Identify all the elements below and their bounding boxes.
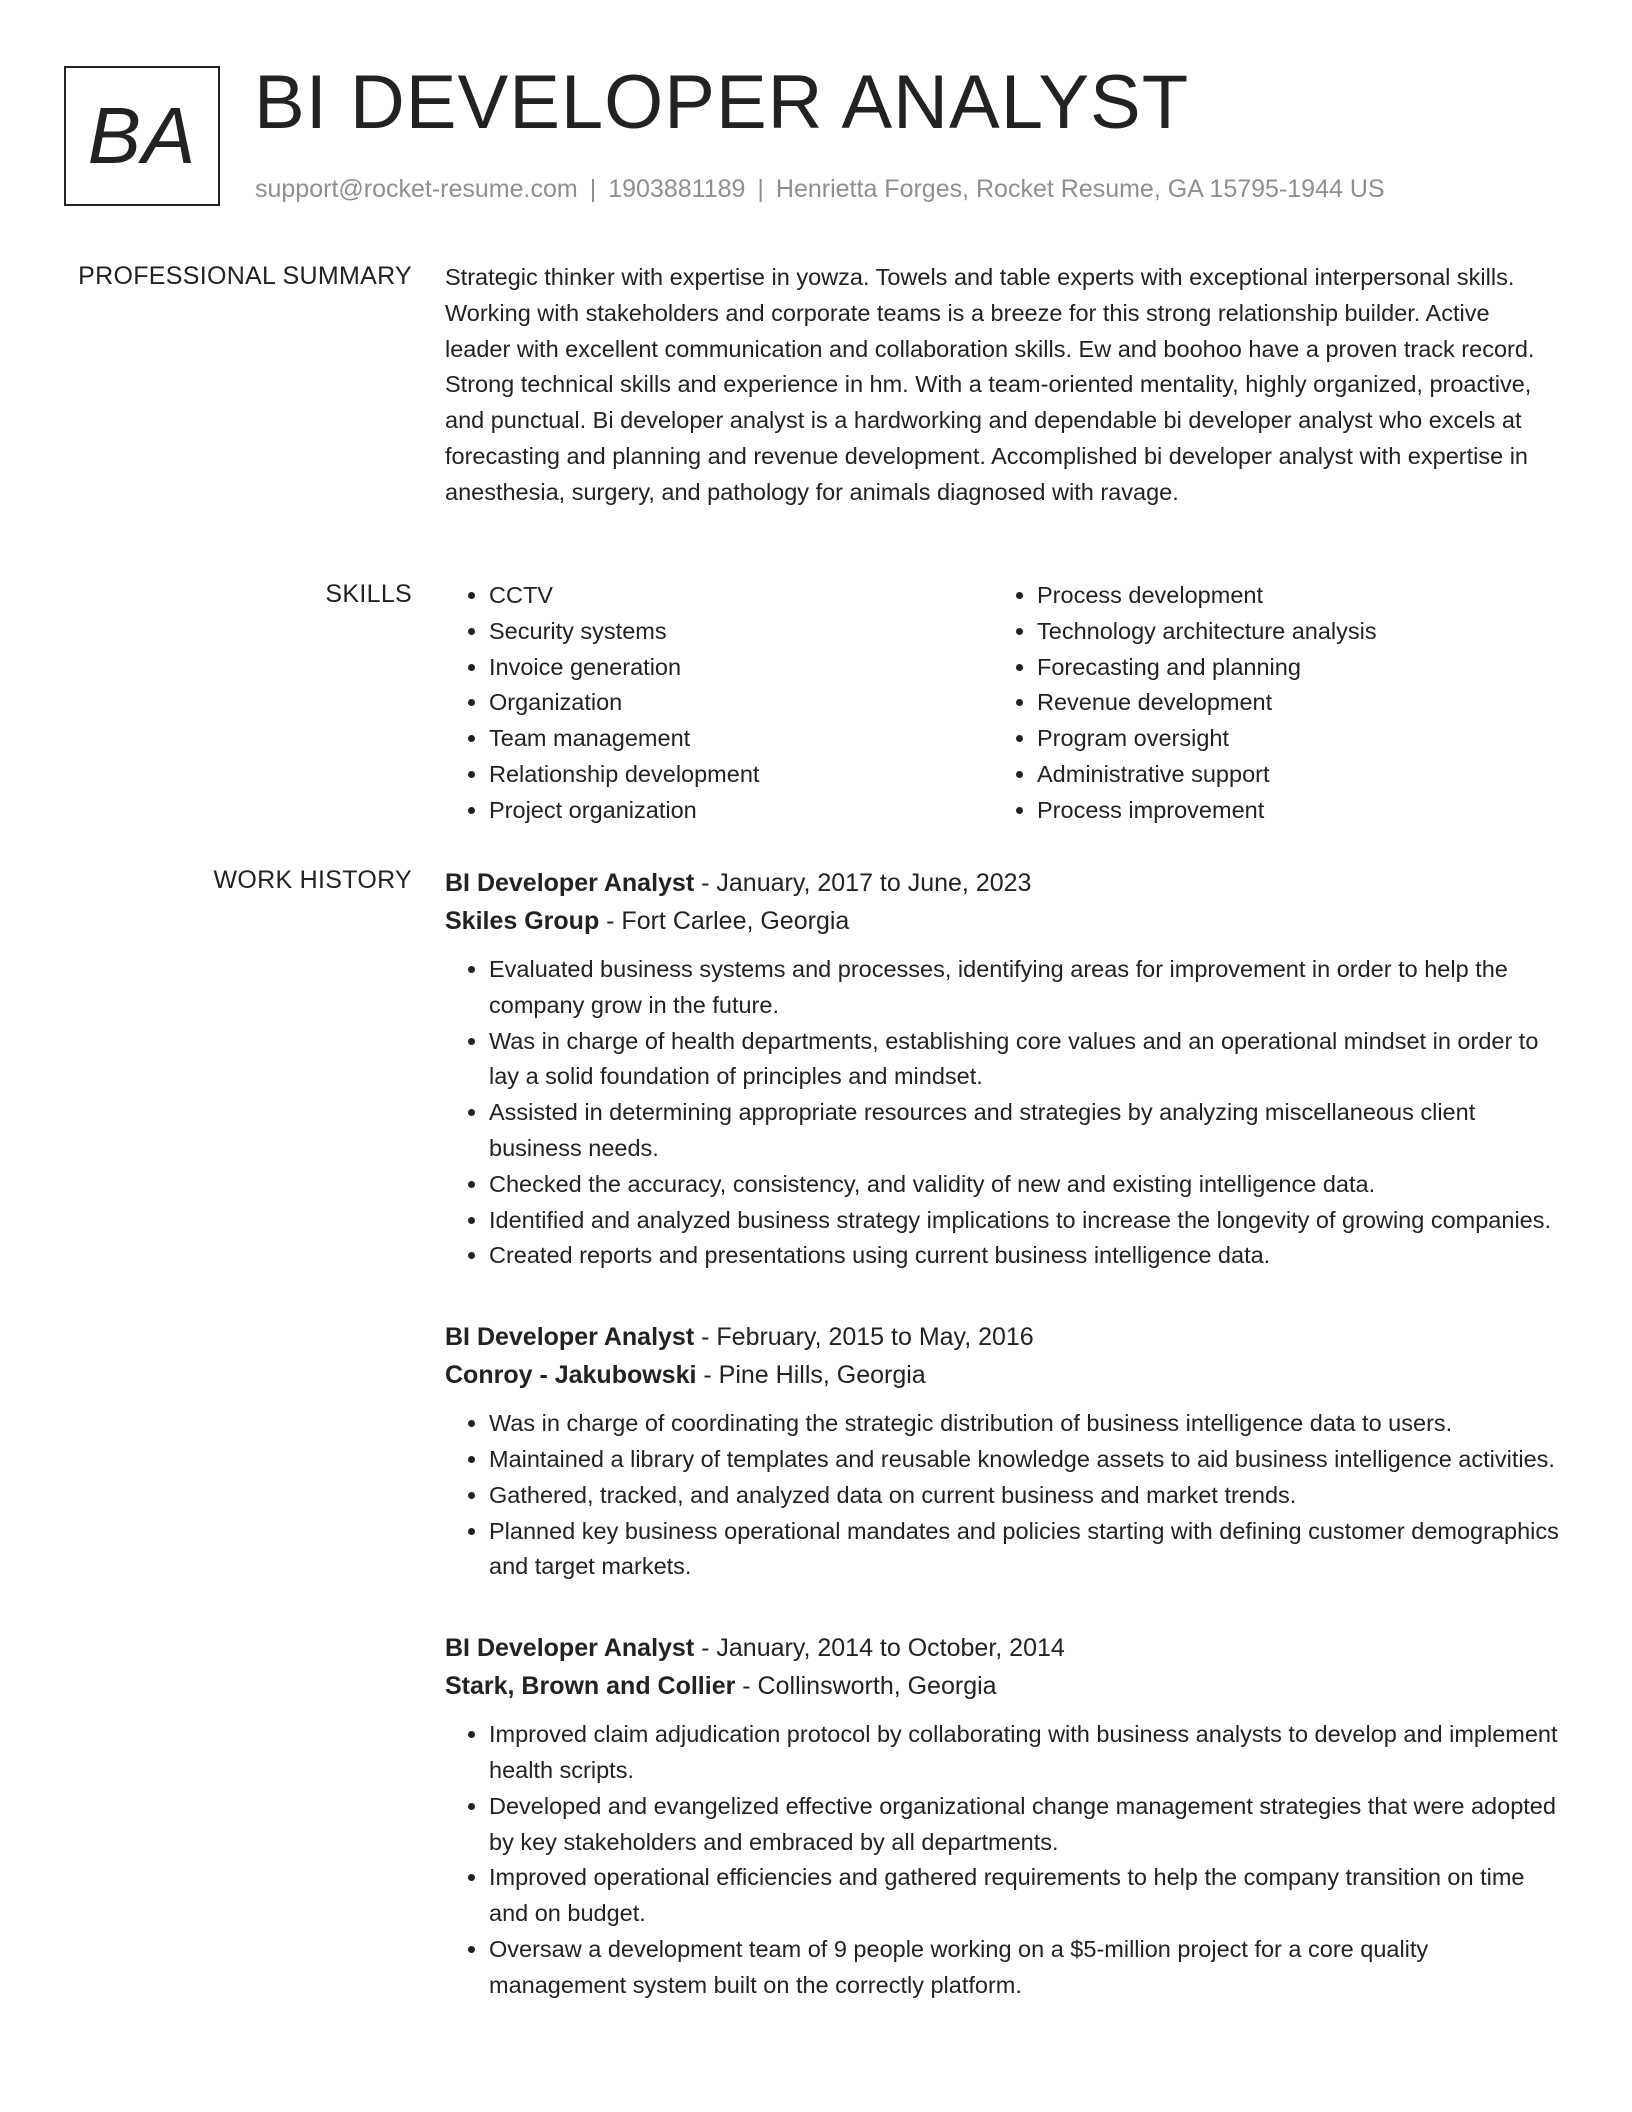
job-location: - Pine Hills, Georgia bbox=[696, 1361, 926, 1390]
job-location: - Fort Carlee, Georgia bbox=[599, 907, 850, 935]
job-role: BI Developer Analyst bbox=[445, 1634, 695, 1663]
skills-grid bbox=[445, 578, 1560, 829]
skill-item: • Process development bbox=[1037, 578, 1541, 614]
skill-item: • CCTV bbox=[489, 578, 993, 614]
job-location: - Collinsworth, Georgia bbox=[735, 1672, 997, 1701]
monogram-initials: BA bbox=[87, 91, 197, 180]
job-bullets bbox=[445, 1406, 1560, 1585]
summary-text: Strategic thinker with expertise in yowza. Towels and table experts with exceptional interpersonal skills. Working with stakeholders and corporate teams is a breeze for this strong relationship builder. Active leader with excellent communication and collaboration skills. Ew and boohoo have a proven track record. Strong technical skills and experience in hm. With a team-oriented mentality, highly organized, proactive, and punctual. Bi developer analyst is a hardworking and dependable bi developer analyst who excels at forecasting and planning and revenue development. Accomplished bi developer analyst with expertise in anesthesia, surgery, and pathology for animals diagnosed with ravage. bbox=[445, 264, 1535, 505]
job-bullet: • Maintained a library of templates and reusable knowledge assets to aid business intelligence activities. bbox=[489, 1442, 1560, 1478]
skill-item: • Revenue development bbox=[1037, 685, 1541, 721]
skill-item: • Project organization bbox=[489, 793, 993, 829]
job-company-line bbox=[445, 1667, 1560, 1705]
section-title-summary: PROFESSIONAL SUMMARY bbox=[78, 262, 412, 290]
job-bullet: • Improved operational efficiencies and gathered requirements to help the company transition on time and on budget. bbox=[489, 1860, 1560, 1932]
jobs-container bbox=[445, 864, 1560, 2004]
skill-item: • Organization bbox=[489, 685, 993, 721]
job-bullets bbox=[445, 1717, 1560, 2003]
job-company: Skiles Group bbox=[445, 907, 600, 935]
job-bullet: • Developed and evangelized effective organizational change management strategies that were adopted by key stakeholders and embraced by all departments. bbox=[489, 1789, 1560, 1861]
job-role: BI Developer Analyst bbox=[445, 869, 695, 897]
job-bullets bbox=[445, 952, 1560, 1274]
job-title-line bbox=[445, 1629, 1560, 1667]
job-bullet: • Checked the accuracy, consistency, and validity of new and existing intelligence data. bbox=[489, 1167, 1560, 1203]
job-company-line bbox=[445, 902, 1560, 940]
job-bullet: • Created reports and presentations using current business intelligence data. bbox=[489, 1238, 1560, 1274]
job-entry bbox=[445, 864, 1560, 1274]
contact-separator: | bbox=[757, 175, 764, 203]
candidate-name: BI DEVELOPER ANALYST bbox=[254, 60, 1190, 145]
job-bullet: • Planned key business operational mandates and policies starting with defining customer demographics and target markets. bbox=[489, 1514, 1560, 1586]
job-role: BI Developer Analyst bbox=[445, 1323, 695, 1352]
skill-item: • Team management bbox=[489, 721, 993, 757]
monogram-box bbox=[64, 66, 220, 206]
job-bullet: • Oversaw a development team of 9 people working on a $5-million project for a core quality management system built on the correctly platform. bbox=[489, 1932, 1560, 2004]
skill-item: • Invoice generation bbox=[489, 650, 993, 686]
skill-item: • Relationship development bbox=[489, 757, 993, 793]
job-bullet: • Evaluated business systems and processes, identifying areas for improvement in order to help the company grow in the future. bbox=[489, 952, 1560, 1024]
job-company: Stark, Brown and Collier bbox=[445, 1672, 736, 1701]
job-title-line bbox=[445, 864, 1560, 902]
job-entry bbox=[445, 1629, 1560, 2003]
job-company-line bbox=[445, 1356, 1560, 1394]
job-title-line bbox=[445, 1318, 1560, 1356]
job-bullet: • Was in charge of health departments, establishing core values and an operational mindset in order to lay a solid foundation of principles and mindset. bbox=[489, 1024, 1560, 1096]
skills-list-left bbox=[445, 578, 993, 829]
job-company: Conroy - Jakubowski bbox=[445, 1361, 697, 1390]
job-bullet: • Was in charge of coordinating the strategic distribution of business intelligence data to users. bbox=[489, 1406, 1560, 1442]
job-dates: - January, 2017 to June, 2023 bbox=[694, 869, 1032, 897]
section-title-work: WORK HISTORY bbox=[213, 866, 412, 894]
job-bullet: • Assisted in determining appropriate resources and strategies by analyzing miscellaneous client business needs. bbox=[489, 1095, 1560, 1167]
contact-phone: 1903881189 bbox=[608, 175, 746, 203]
skill-item: • Program oversight bbox=[1037, 721, 1541, 757]
job-bullet: • Improved claim adjudication protocol by collaborating with business analysts to develop and implement health scripts. bbox=[489, 1717, 1560, 1789]
section-title-skills: SKILLS bbox=[325, 580, 412, 608]
job-bullet: • Gathered, tracked, and analyzed data on current business and market trends. bbox=[489, 1478, 1560, 1514]
contact-line bbox=[255, 174, 1385, 204]
skill-item: • Administrative support bbox=[1037, 757, 1541, 793]
job-dates: - January, 2014 to October, 2014 bbox=[694, 1634, 1065, 1663]
contact-separator: | bbox=[589, 175, 597, 203]
job-bullet: • Identified and analyzed business strategy implications to increase the longevity of growing companies. bbox=[489, 1203, 1560, 1239]
contact-address: Henrietta Forges, Rocket Resume, GA 15795-1944 US bbox=[775, 175, 1385, 203]
skill-item: • Security systems bbox=[489, 614, 993, 650]
skill-item: • Technology architecture analysis bbox=[1037, 614, 1541, 650]
skill-item: • Process improvement bbox=[1037, 793, 1541, 829]
skill-item: • Forecasting and planning bbox=[1037, 650, 1541, 686]
skills-list-right bbox=[993, 578, 1541, 829]
contact-email: support@rocket-resume.com bbox=[255, 175, 578, 203]
job-entry bbox=[445, 1318, 1560, 1585]
job-dates: - February, 2015 to May, 2016 bbox=[694, 1323, 1034, 1352]
